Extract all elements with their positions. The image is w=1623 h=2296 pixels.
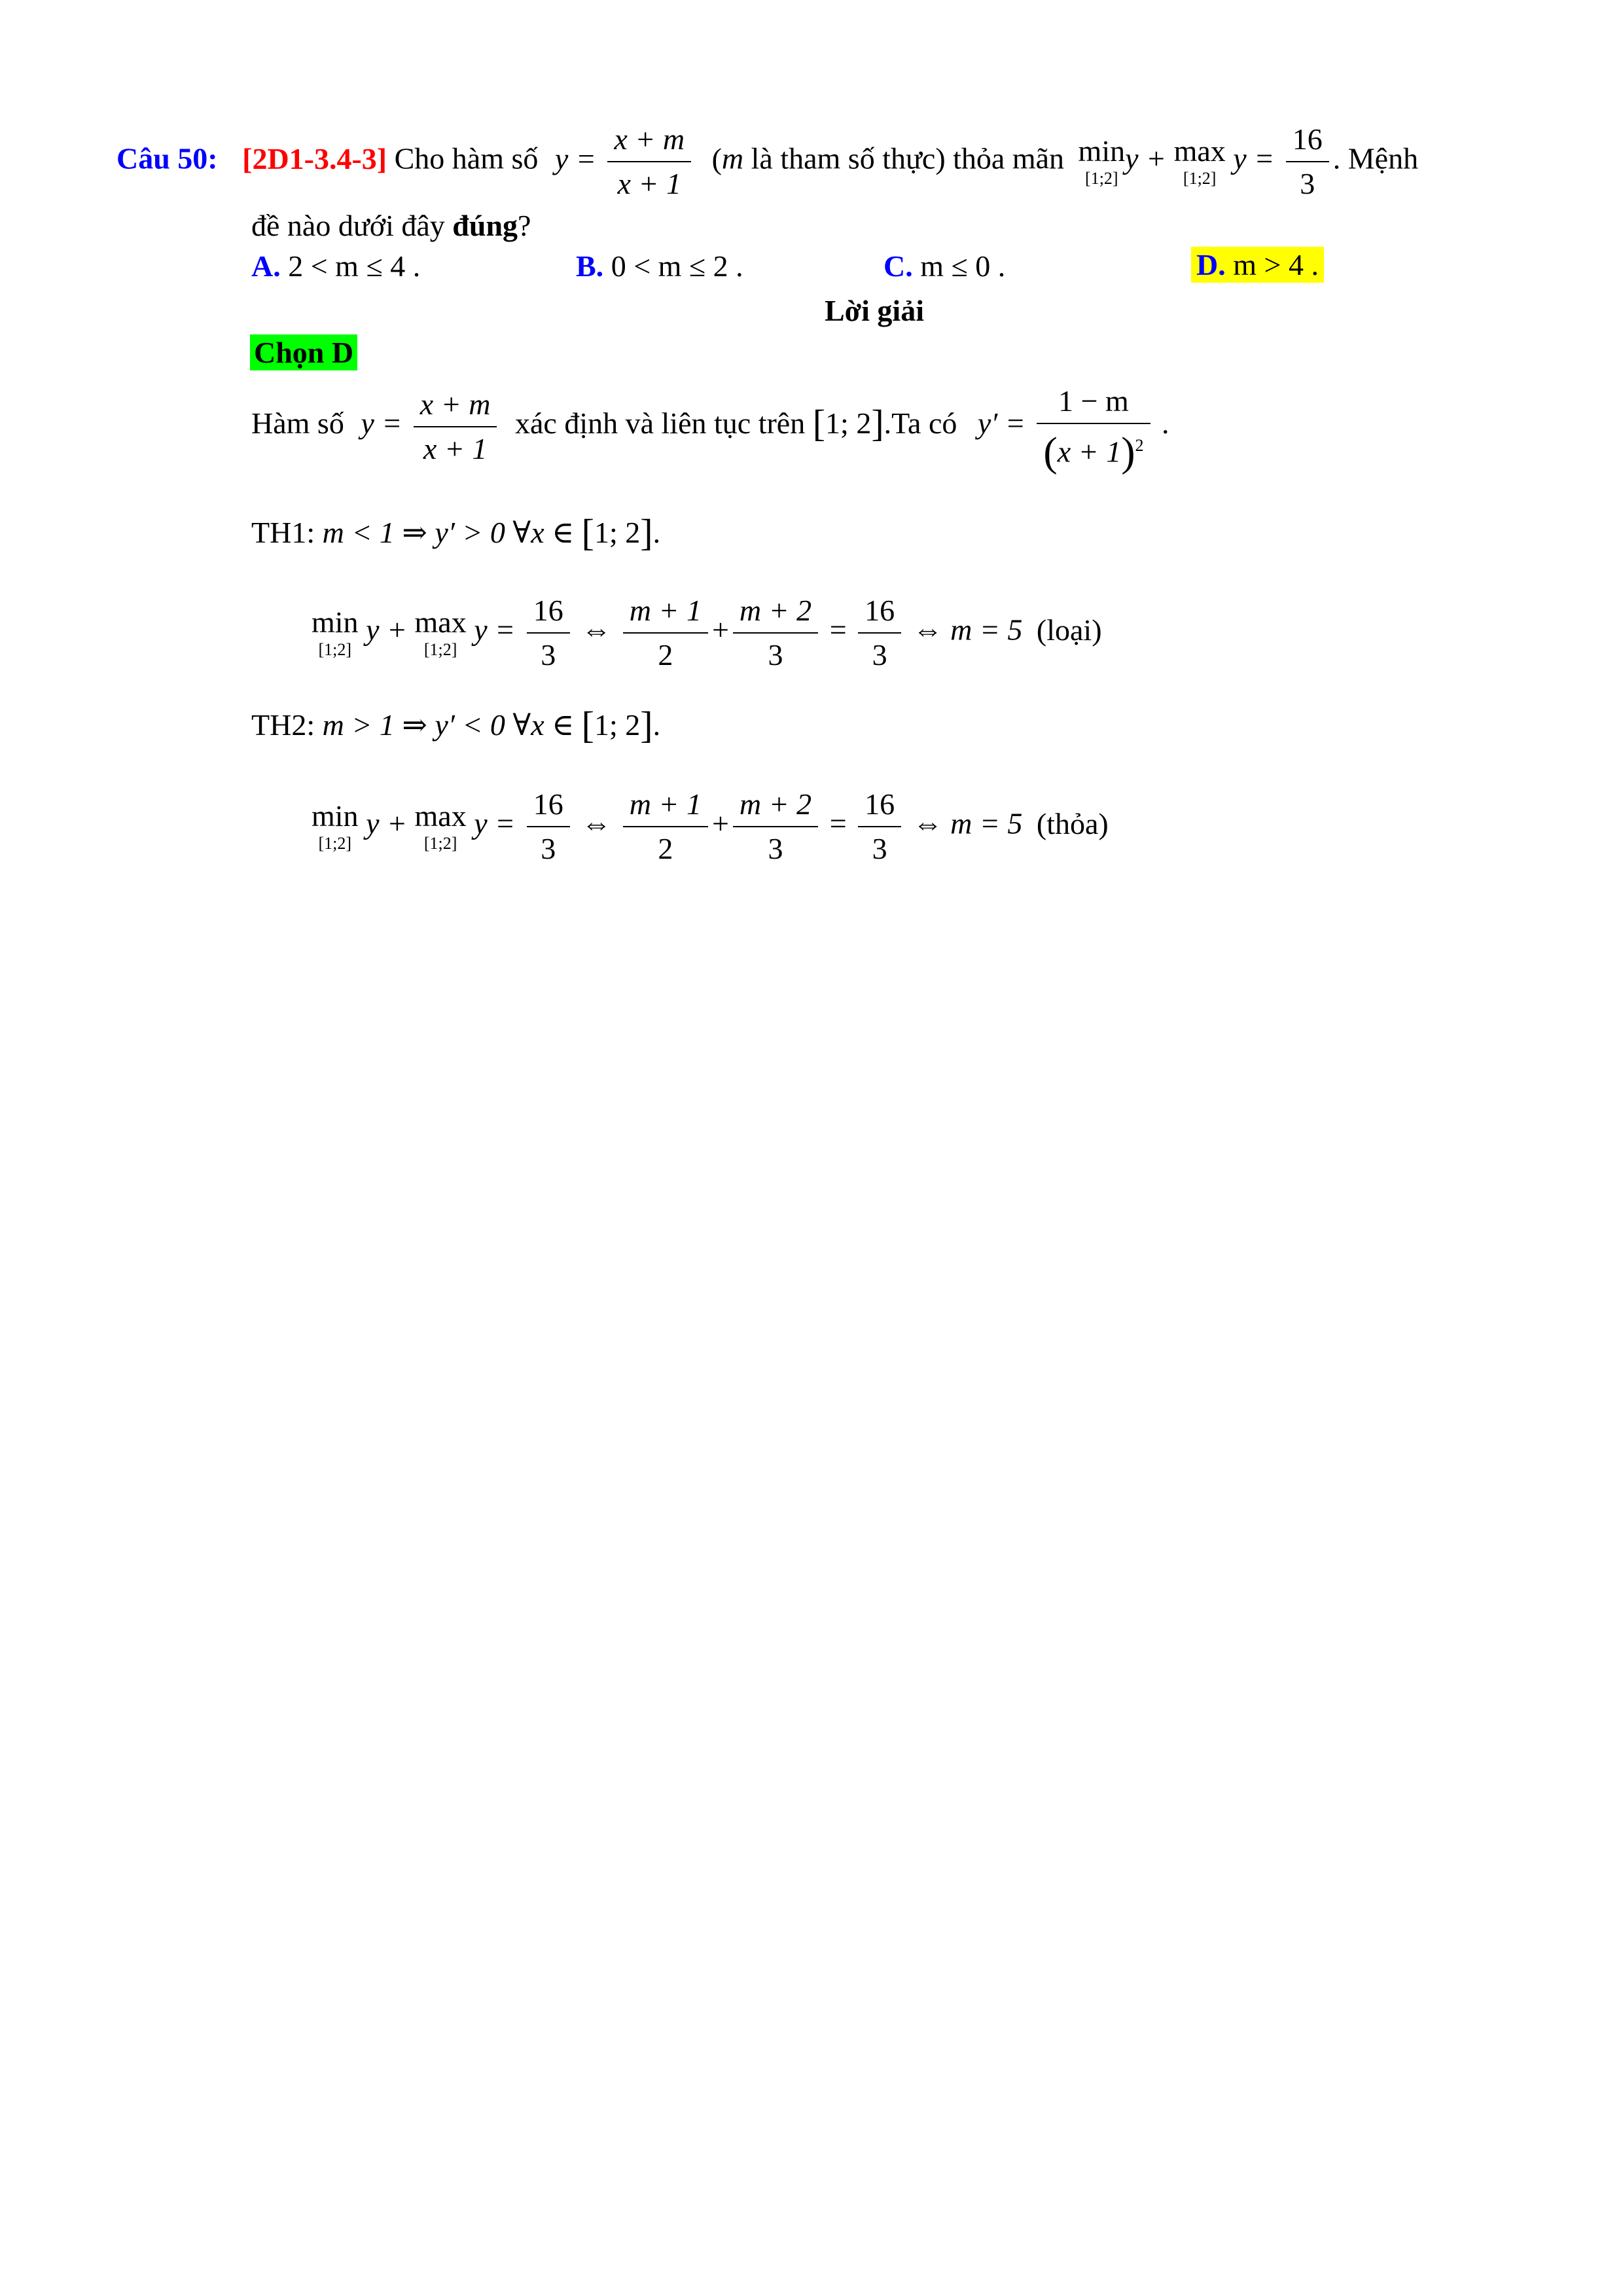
choice-line [250,335,357,370]
eq1-iff-1: ⇔ [581,613,612,647]
eq1-f1: $\frac{16}{3}$ [527,589,570,677]
eq2-eq: = [829,806,847,840]
eq1-result: m = 5 [950,613,1023,647]
eq2-f4: $\frac{16}{3}$ [858,783,901,870]
option-a[interactable] [251,249,420,283]
eq2-iff-2: ⇔ [912,806,943,840]
eq2-plus: + [711,806,729,840]
line2-bold: đúng [452,209,518,242]
param-paren: ( [711,141,722,175]
line1-period: . [1162,406,1169,440]
eq1-f3: $\frac{m + 2}{3}$ [733,589,818,677]
option-a-text: 2 < m ≤ 4 . [288,249,421,283]
question-line-2 [251,208,531,243]
equation-1 [312,589,1102,677]
case1-label: TH1: [251,516,315,549]
case1-cond: m < 1 ⇒ y′ > 0 ∀x ∈ [322,516,575,549]
min-plus-y: y + [1125,141,1167,175]
eq1-y-eq: y = [474,613,516,647]
line1-b: xác định và liên tục trên [514,406,806,440]
eq2-f2: $\frac{m + 1}{2}$ [623,783,708,870]
eq1-f2: $\frac{m + 1}{2}$ [623,589,708,677]
equation-2 [312,783,1109,870]
min-operator: min [1;2] [1078,134,1126,188]
function-fraction [607,118,691,206]
eq2-iff-1: ⇔ [581,806,612,840]
option-d-letter: D. [1196,248,1226,281]
solution-heading: Lời giải [825,294,924,327]
option-c[interactable] [883,249,1005,283]
function-numerator: x + m [607,118,691,162]
eq1-eq: = [829,613,847,647]
eq2-f3: $\frac{m + 2}{3}$ [733,783,818,870]
case2-label: TH2: [251,708,315,742]
line2-end: ? [518,209,531,242]
solution-line-1 [251,380,1169,473]
eq2-note: (thỏa) [1036,806,1109,840]
question-number: Câu 50: [116,141,218,175]
question-intro: Cho hàm số [394,141,539,175]
option-c-letter: C. [883,249,913,283]
max-operator: max [1;2] [1173,134,1226,188]
derivative-fraction: $\frac{1 - m}{(x + 1)^2}$ [1037,380,1150,473]
option-d[interactable] [1191,247,1324,282]
option-b-text: 0 < m ≤ 2 . [611,249,743,283]
eq2-min: min [1;2] [312,799,359,853]
eq1-note: (loại) [1036,613,1102,647]
eq1-plus: + [711,613,729,647]
case1-end: . [652,516,661,549]
eq1-max: max [1;2] [414,605,467,659]
eq2-max: max [1;2] [414,799,467,853]
eq2-f1: $\frac{16}{3}$ [527,783,570,870]
line1-a: Hàm số [251,406,344,440]
eq1-f4: $\frac{16}{3}$ [858,589,901,677]
case2-end: . [652,708,661,742]
eq1-iff-2: ⇔ [912,613,943,647]
eq2-result: m = 5 [950,806,1023,840]
question-line-1 [116,118,1418,206]
eq2-y-eq: y = [474,806,516,840]
rhs-fraction: $\frac{16}{3}$ [1286,118,1329,206]
case-2: TH2: m > 1 ⇒ y′ < 0 ∀x ∈ [1; 2]. [251,704,661,746]
eq1-plus-y: y + [366,613,408,647]
line2-text: đề nào dưới đây [251,209,445,242]
case2-interval: 1; 2 [594,708,641,742]
eq2-plus-y: y + [366,806,408,840]
max-y-eq: y = [1233,141,1275,175]
question-after: . Mệnh [1332,141,1419,175]
case-1: TH1: m < 1 ⇒ y′ > 0 ∀x ∈ [1; 2]. [251,511,661,554]
option-c-text: m ≤ 0 . [920,249,1006,283]
case1-interval: 1; 2 [594,516,641,549]
line1-c: .Ta có [883,406,957,440]
option-d-highlight [1191,247,1324,283]
line1-y: y = [361,406,402,440]
interval-open: [ [812,402,826,445]
option-d-text: m > 4 . [1233,248,1319,281]
case2-cond: m > 1 ⇒ y′ < 0 ∀x ∈ [322,708,575,742]
choice-label: Chọn D [250,334,357,370]
interval-close: ] [871,402,884,445]
yprime: y′ = [977,406,1026,440]
line1-fraction: $\frac{x + m}{x + 1}$ [414,383,497,471]
option-b-letter: B. [576,249,604,283]
line1-interval: 1; 2 [825,406,872,440]
question-code: [2D1-3.4-3] [242,141,387,175]
eq1-min: min [1;2] [312,605,359,659]
param-m: m [721,141,744,175]
function-denominator: x + 1 [617,167,681,200]
option-b[interactable] [576,249,743,283]
option-a-letter: A. [251,249,281,283]
param-text: là tham số thực) thỏa mãn [751,141,1065,175]
function-y: y = [554,141,596,175]
